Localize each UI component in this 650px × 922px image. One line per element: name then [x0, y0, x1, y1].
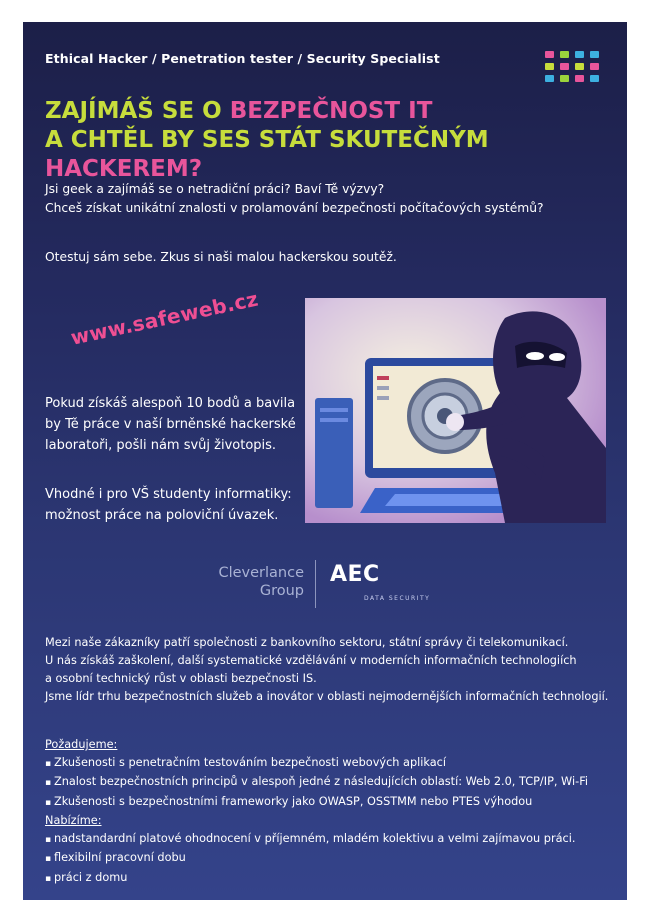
dot	[590, 51, 599, 58]
list-item: ▪ Zkušenosti s penetračním testováním bezpečnosti webových aplikací	[45, 754, 588, 774]
dot	[560, 51, 569, 58]
headline-highlight: HACKEREM?	[45, 156, 203, 182]
list-item: ▪ flexibilní pracovní dobu	[45, 849, 576, 869]
company-logos	[218, 560, 478, 612]
cleverlance-group: Group	[259, 583, 304, 599]
list-item: ▪ práci z domu	[45, 869, 576, 889]
students-line: Vhodné i pro VŠ studenty informatiky:	[45, 487, 292, 502]
list-item: ▪ Znalost bezpečnostních principů v alespoň jedné z následujících oblastí: Web 2.0, TCP/IP, Wi-Fi	[45, 773, 588, 793]
dot	[545, 63, 554, 70]
company-description	[45, 634, 608, 706]
company-line: U nás získáš zaškolení, další systematické vzdělávání v moderních informačních technologiích	[45, 654, 577, 667]
requirements-title: Požadujeme:	[45, 738, 118, 751]
cleverlance-logo	[218, 564, 304, 600]
headline	[45, 97, 627, 184]
dot	[575, 51, 584, 58]
headline-highlight: BEZPEČNOST IT	[229, 98, 433, 124]
decorative-dots-icon	[545, 51, 605, 87]
company-line: Jsme lídr trhu bezpečnostních služeb a inovátor v oblasti nejmodernějších informačních technologií.	[45, 690, 609, 703]
headline-part: ZAJÍMÁŠ SE O	[45, 98, 230, 124]
offers-section	[45, 812, 576, 888]
hacker-illustration	[305, 298, 606, 523]
students-text	[45, 484, 292, 526]
list-item: ▪ Zkušenosti s bezpečnostními frameworky jako OWASP, OSSTMM nebo PTES výhodou	[45, 793, 588, 813]
dot	[590, 75, 599, 82]
offer-line: laboratoři, pošli nám svůj životopis.	[45, 438, 277, 453]
offer-line: by Tě práce v naší brněnské hackerské	[45, 417, 296, 432]
dot	[575, 63, 584, 70]
cleverlance-name: Cleverlance	[218, 565, 304, 581]
company-line: Mezi naše zákazníky patří společnosti z bankovního sektoru, státní správy či telekomunikací.	[45, 636, 569, 649]
company-line: a osobní technický růst v oblasti bezpečnosti IS.	[45, 672, 317, 685]
aec-tagline: DATA SECURITY	[364, 595, 431, 602]
students-line: možnost práce na poloviční úvazek.	[45, 508, 279, 523]
intro-text	[45, 180, 544, 218]
watermark-url: www.safeweb.cz	[68, 286, 261, 350]
dot	[545, 75, 554, 82]
hacker-safe-icon	[305, 298, 606, 523]
requirements-section	[45, 736, 588, 812]
aec-logo: AEC	[330, 562, 380, 587]
dot	[560, 75, 569, 82]
list-item: ▪ nadstandardní platové ohodnocení v příjemném, mladém kolektivu a velmi zajímavou práci.	[45, 830, 576, 850]
dot	[575, 75, 584, 82]
offers-title: Nabízíme:	[45, 814, 102, 827]
job-title: Ethical Hacker / Penetration tester / Security Specialist	[45, 51, 440, 66]
dot	[590, 63, 599, 70]
dot	[545, 51, 554, 58]
headline-part: A CHTĚL BY SES STÁT SKUTEČNÝM	[45, 127, 489, 153]
offer-text	[45, 393, 296, 456]
logo-divider	[315, 560, 316, 608]
offer-line: Pokud získáš alespoň 10 bodů a bavila	[45, 396, 296, 411]
intro-line: Jsi geek a zajímáš se o netradiční práci? Baví Tě výzvy?	[45, 182, 385, 196]
intro-line: Chceš získat unikátní znalosti v prolamování bezpečnosti počítačových systémů?	[45, 201, 544, 215]
poster	[23, 22, 627, 900]
challenge-text: Otestuj sám sebe. Zkus si naši malou hackerskou soutěž.	[45, 250, 397, 264]
dot	[560, 63, 569, 70]
